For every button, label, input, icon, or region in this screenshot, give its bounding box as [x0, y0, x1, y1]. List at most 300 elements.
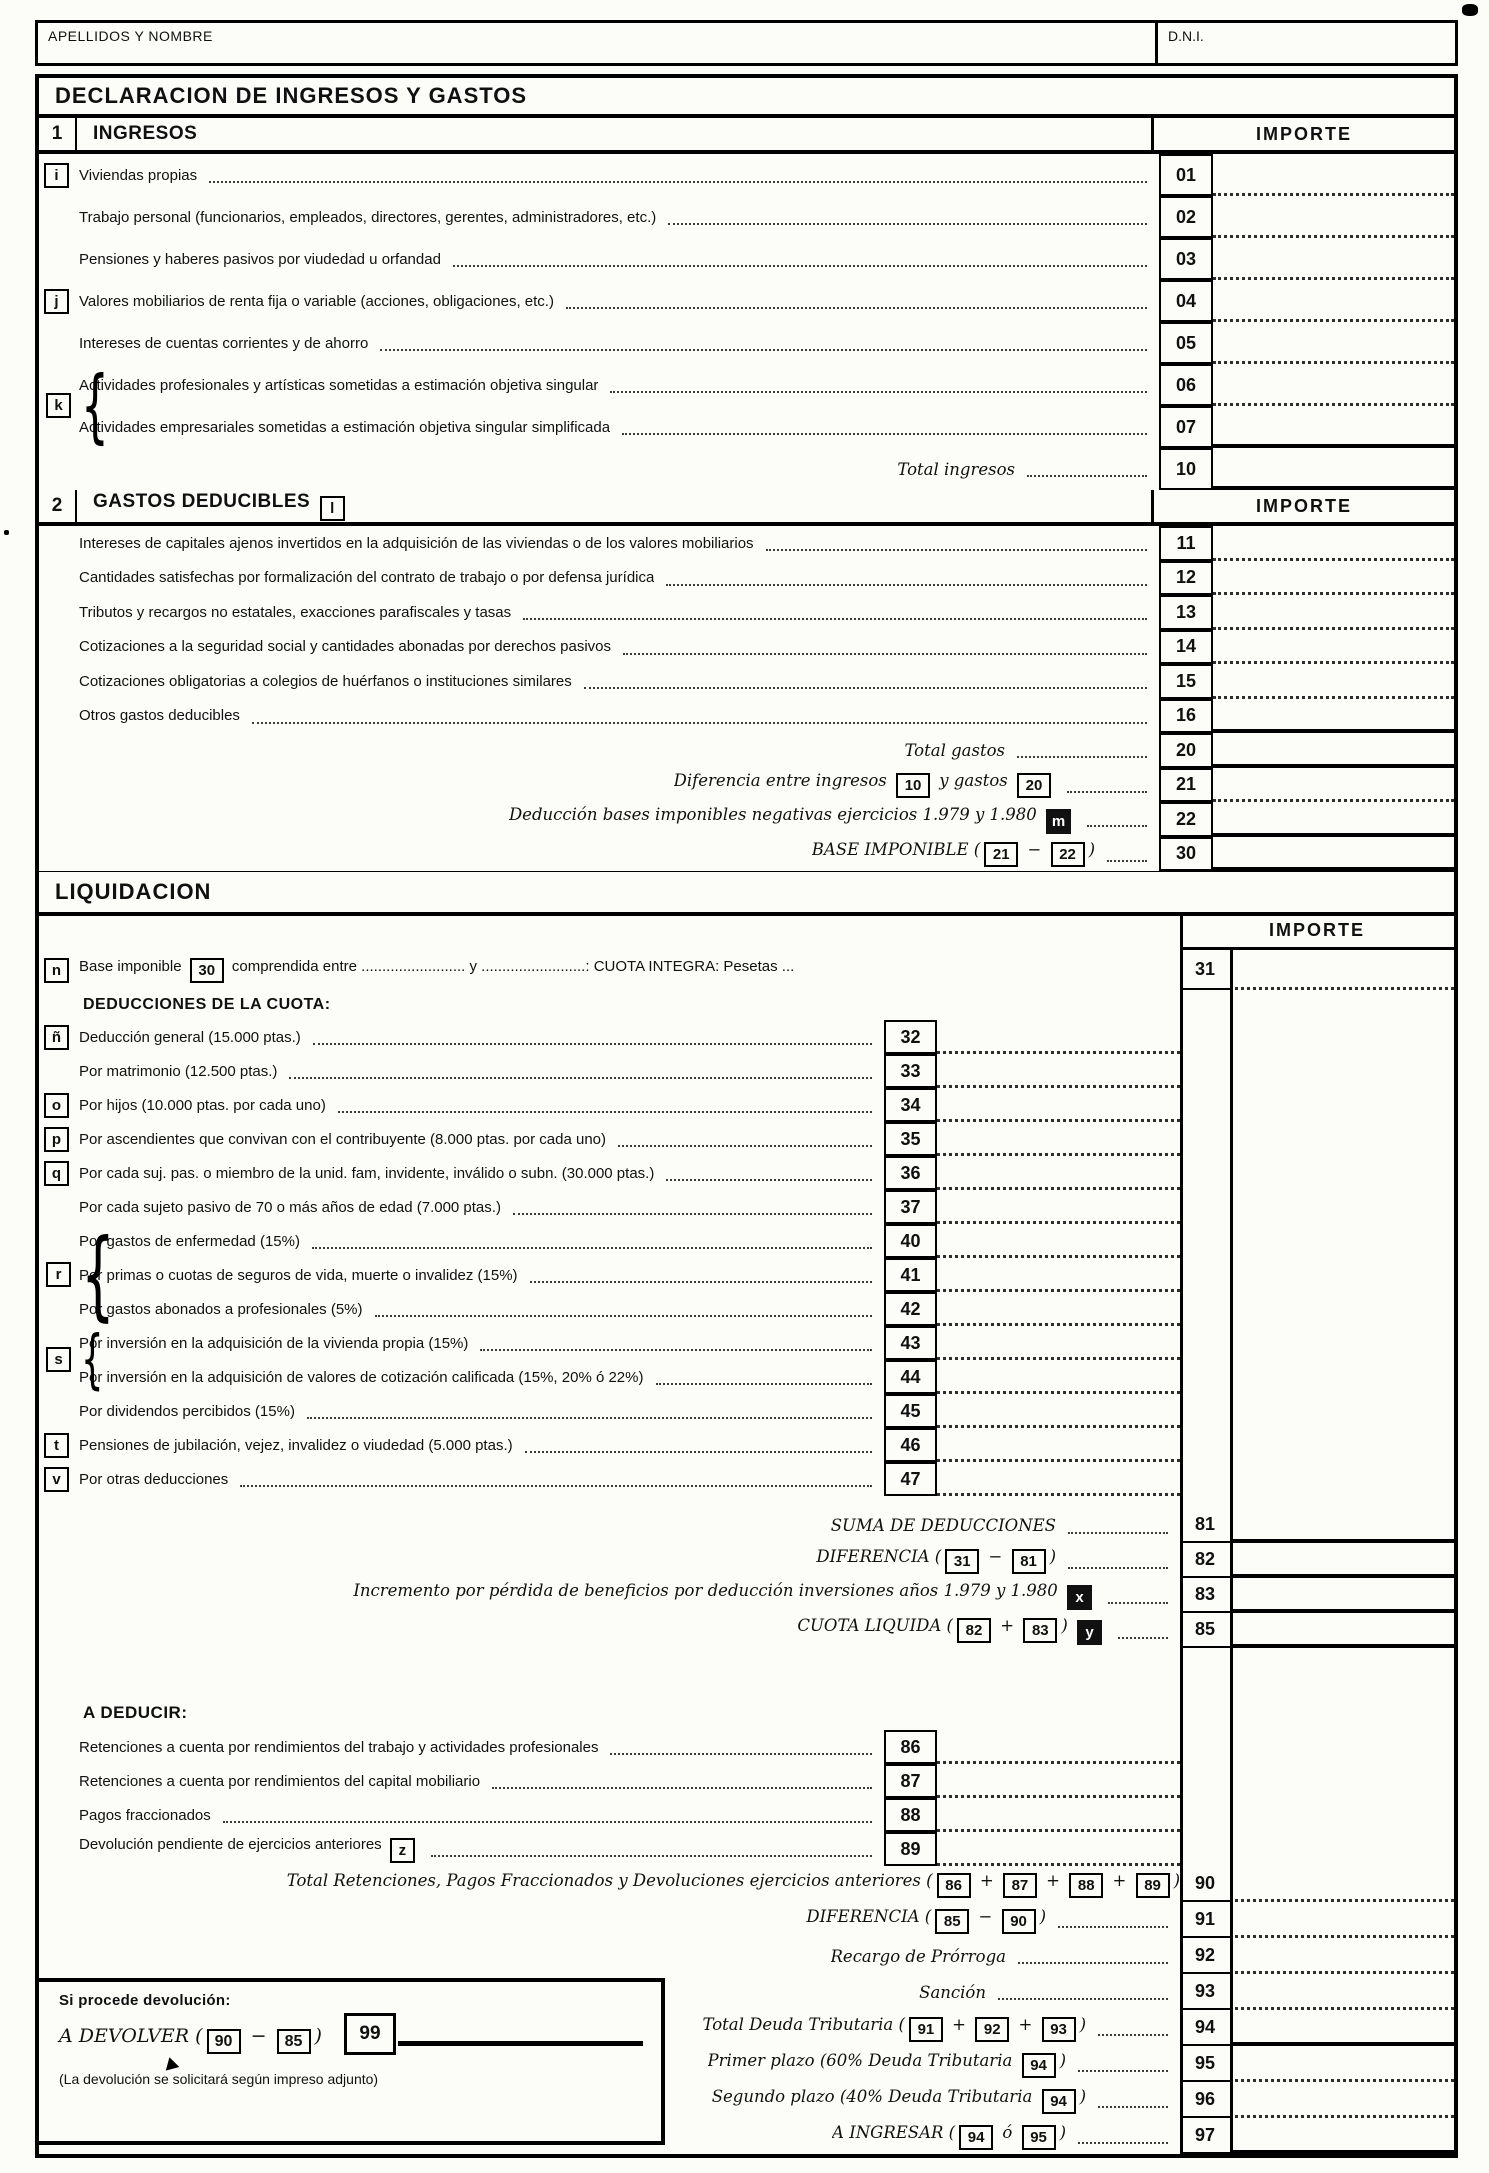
leader-dots	[566, 307, 1147, 309]
code-box-31: 31	[1180, 950, 1230, 990]
row-label-12: Cantidades satisfechas por formalización del contrato de trabajo o por defensa jurídica	[79, 569, 655, 587]
importe-field-93[interactable]	[1230, 1974, 1454, 2010]
row-letter-cell	[39, 1161, 79, 1186]
code-box-83: 83	[1180, 1578, 1230, 1613]
code-column-line	[1230, 950, 1233, 2154]
row-label-wrap	[79, 1437, 884, 1454]
row-label-88: Pagos fraccionados	[79, 1806, 211, 1824]
section2-importe-header: IMPORTE	[1151, 490, 1454, 522]
liquidacion-body	[39, 916, 1454, 2154]
form-row-07	[39, 406, 1454, 448]
importe-field-02[interactable]	[1213, 196, 1454, 238]
section1-title: INGRESOS	[93, 123, 198, 144]
importe-field-44[interactable]	[937, 1360, 1180, 1394]
importe-field-20[interactable]	[1213, 733, 1454, 768]
row-label-wrap	[79, 335, 1159, 352]
a-deducir-header: A DEDUCIR:	[83, 1703, 188, 1722]
leader-dots	[513, 1213, 872, 1215]
leader-dots	[480, 1349, 872, 1351]
leader-dots	[431, 1855, 872, 1857]
row-label-wrap	[79, 535, 1159, 552]
leader-dots	[380, 349, 1147, 351]
ref-box-x: x	[1067, 1585, 1092, 1610]
letter-box-v: v	[44, 1467, 69, 1492]
code-box-94: 94	[1180, 2010, 1230, 2046]
brace-s: {	[81, 1322, 104, 1397]
code-box-36: 36	[884, 1156, 937, 1190]
row-label-16: Otros gastos deducibles	[79, 707, 240, 725]
row-label-13: Tributos y recargos no estatales, exacciones parafiscales y tasas	[79, 603, 512, 621]
row-label-85: CUOTA LIQUIDA ( 82 + 83 ) y	[797, 1616, 1106, 1645]
section1-importe-header: IMPORTE	[1151, 118, 1454, 150]
ref-box-85: 85	[935, 1909, 969, 1934]
importe-field-03[interactable]	[1213, 238, 1454, 280]
leader-dots	[1078, 2142, 1168, 2144]
importe-field-90[interactable]	[1230, 1866, 1454, 1902]
importe-field-40[interactable]	[937, 1224, 1180, 1258]
leader-dots	[240, 1485, 872, 1487]
apellidos-nombre-label: APELLIDOS Y NOMBRE	[48, 28, 213, 44]
importe-field-32[interactable]	[937, 1020, 1180, 1054]
row-label-06: Actividades profesionales y artísticas sometidas a estimación objetiva singular	[79, 376, 599, 394]
row-label-30: BASE IMPONIBLE ( 21 − 22 )	[812, 840, 1095, 867]
importe-field-89[interactable]	[937, 1832, 1180, 1866]
row-label-35: Por ascendientes que convivan con el contribuyente (8.000 ptas. por cada uno)	[79, 1130, 607, 1148]
row-label-41: Por primas o cuotas de seguros de vida, muerte o invalidez (15%)	[79, 1266, 518, 1284]
form-row-87	[39, 1764, 1454, 1798]
code-box-12: 12	[1159, 561, 1213, 596]
form-row-32	[39, 1020, 1454, 1054]
form-row-22	[39, 802, 1454, 837]
row-label-07: Actividades empresariales sometidas a estimación objetiva singular simplificada	[79, 418, 611, 436]
leader-dots	[338, 1111, 872, 1113]
leader-dots	[223, 1821, 872, 1823]
row-label-04: Valores mobiliarios de renta fija o variable (acciones, obligaciones, etc.)	[79, 292, 554, 310]
importe-field-35[interactable]	[937, 1122, 1180, 1156]
leader-dots	[1107, 860, 1147, 862]
importe-field-42[interactable]	[937, 1292, 1180, 1326]
ref-box-94: 94	[1022, 2053, 1056, 2078]
row-label-wrap	[79, 1267, 884, 1284]
row-label-wrap	[39, 1947, 1180, 1966]
row-label-47: Por otras deducciones	[79, 1470, 229, 1488]
row-letter-cell	[39, 1127, 79, 1152]
form-row-85	[39, 1613, 1454, 1648]
ref-box-92: 92	[975, 2017, 1009, 2042]
code-box-37: 37	[884, 1190, 937, 1224]
row-label-wrap	[79, 1029, 884, 1046]
section2-number: 2	[39, 490, 77, 522]
row-label-wrap	[79, 419, 1159, 436]
dni-label: D.N.I.	[1168, 28, 1204, 44]
code-box-16: 16	[1159, 699, 1213, 734]
declaration-form	[35, 20, 1458, 2158]
row-label-wrap	[39, 1907, 1180, 1934]
row-label-92: Recargo de Prórroga	[830, 1946, 1006, 1966]
leader-dots	[1068, 1567, 1168, 1569]
row-label-wrap	[79, 771, 1159, 798]
form-row-82	[39, 1543, 1454, 1578]
importe-field-14[interactable]	[1213, 630, 1454, 665]
row-label-wrap	[79, 805, 1159, 834]
letter-box-i: i	[44, 163, 69, 188]
row-label-wrap	[79, 1131, 884, 1148]
ref-box-l: l	[320, 496, 345, 521]
row-label-31: Base imponible 30 comprendida entre ......................... y .........................: CUOTA INTEGRA: Pesetas ...	[79, 958, 794, 983]
importe-field-31[interactable]	[1230, 950, 1454, 990]
importe-field-36[interactable]	[937, 1156, 1180, 1190]
leader-dots	[252, 722, 1147, 724]
row-label-wrap	[39, 1547, 1180, 1574]
ref-box-20: 20	[1017, 773, 1051, 798]
form-body	[35, 74, 1458, 2158]
code-box-44: 44	[884, 1360, 937, 1394]
importe-field-97[interactable]	[1230, 2118, 1454, 2154]
importe-field-10[interactable]	[1213, 448, 1454, 490]
row-label-wrap	[79, 1807, 884, 1824]
devolucion-note: (La devolución se solicitará según impreso adjunto)	[59, 2071, 379, 2087]
ingresos-rows	[39, 154, 1454, 490]
code-box-47: 47	[884, 1462, 937, 1496]
leader-dots	[1078, 2070, 1168, 2072]
leader-dots	[375, 1315, 872, 1317]
ref-box-93: 93	[1042, 2017, 1076, 2042]
row-label-02: Trabajo personal (funcionarios, empleados, directores, gerentes, administradores, etc.)	[79, 208, 657, 226]
importe-field-34[interactable]	[937, 1088, 1180, 1122]
row-label-83: Incremento por pérdida de beneficios por deducción inversiones años 1.979 y 1.980 x	[353, 1581, 1096, 1610]
row-label-03: Pensiones y haberes pasivos por viudedad u orfandad	[79, 250, 441, 268]
code-box-96: 96	[1180, 2082, 1230, 2118]
row-label-87: Retenciones a cuenta por rendimientos del capital mobiliario	[79, 1772, 481, 1790]
code-box-87: 87	[884, 1764, 937, 1798]
code-box-82: 82	[1180, 1543, 1230, 1578]
code-box-92: 92	[1180, 1938, 1230, 1974]
scan-mark	[163, 2055, 180, 2070]
code-box-91: 91	[1180, 1902, 1230, 1938]
importe-field-22[interactable]	[1213, 802, 1454, 837]
ref-box-31: 31	[945, 1549, 979, 1574]
row-label-wrap	[79, 638, 1159, 655]
form-row-37	[39, 1190, 1454, 1224]
row-label-22: Deducción bases imponibles negativas ejercicios 1.979 y 1.980 m	[509, 805, 1075, 834]
importe-field-16[interactable]	[1213, 699, 1454, 734]
code-box-41: 41	[884, 1258, 937, 1292]
form-row-31	[39, 950, 1454, 990]
code-box-86: 86	[884, 1730, 937, 1764]
code-box-03: 03	[1159, 238, 1213, 280]
row-label-wrap	[79, 167, 1159, 184]
deducciones-cuota-header: DEDUCCIONES DE LA CUOTA:	[83, 996, 331, 1013]
section2-header	[39, 490, 1454, 526]
code-box-06: 06	[1159, 364, 1213, 406]
importe-field-83[interactable]	[1230, 1578, 1454, 1613]
ref-box-30: 30	[190, 958, 224, 983]
code-box-20: 20	[1159, 733, 1213, 768]
a-devolver-label: A DEVOLVER ( 90 − 85 )	[59, 2025, 322, 2054]
code-box-35: 35	[884, 1122, 937, 1156]
ref-box-y: y	[1077, 1620, 1102, 1645]
leader-dots	[622, 433, 1147, 435]
importe-field-86[interactable]	[937, 1730, 1180, 1764]
importe-field-41[interactable]	[937, 1258, 1180, 1292]
row-label-21: Diferencia entre ingresos 10 y gastos 20	[674, 771, 1055, 798]
form-row-06	[39, 364, 1454, 406]
code-box-46: 46	[884, 1428, 937, 1462]
importe-field-37[interactable]	[937, 1190, 1180, 1224]
importe-field-05[interactable]	[1213, 322, 1454, 364]
leader-dots	[313, 1043, 872, 1045]
row-label-wrap	[79, 377, 1159, 394]
letter-box-p: p	[44, 1127, 69, 1152]
code-box-45: 45	[884, 1394, 937, 1428]
importe-field-06[interactable]	[1213, 364, 1454, 406]
row-label-wrap	[79, 1403, 884, 1420]
form-row-15	[39, 664, 1454, 699]
row-label-81: SUMA DE DEDUCCIONES	[830, 1516, 1056, 1535]
row-label-43: Por inversión en la adquisición de la vivienda propia (15%)	[79, 1334, 469, 1352]
form-row-40	[39, 1224, 1454, 1258]
importe-field-47[interactable]	[937, 1462, 1180, 1496]
importe-field-33[interactable]	[937, 1054, 1180, 1088]
form-row-44	[39, 1360, 1454, 1394]
importe-field-45[interactable]	[937, 1394, 1180, 1428]
leader-dots	[1108, 1602, 1168, 1604]
form-row-83	[39, 1578, 1454, 1613]
row-label-91: DIFERENCIA ( 85 − 90 )	[806, 1907, 1046, 1934]
row-letter-cell	[39, 958, 79, 983]
form-row-30	[39, 837, 1454, 872]
section2-title: GASTOS DEDUCIBLES l	[77, 491, 1151, 521]
row-label-wrap	[79, 1233, 884, 1250]
importe-field-46[interactable]	[937, 1428, 1180, 1462]
code-box-95: 95	[1180, 2046, 1230, 2082]
retenciones-rows	[39, 1730, 1454, 1866]
leader-dots	[584, 687, 1147, 689]
row-letter-cell	[39, 1025, 79, 1050]
cuota-integra-row	[39, 950, 1454, 990]
row-label-wrap	[79, 1739, 884, 1756]
row-label-05: Intereses de cuentas corrientes y de ahorro	[79, 334, 369, 352]
importe-field-81[interactable]	[1230, 1508, 1454, 1543]
row-label-wrap	[79, 1063, 884, 1080]
row-label-wrap	[39, 1581, 1180, 1610]
row-label-wrap	[39, 1871, 1180, 1898]
code-box-99: 99	[344, 2013, 396, 2055]
ref-box-86: 86	[937, 1873, 971, 1898]
leader-dots	[1058, 1926, 1168, 1928]
ref-box-10: 10	[896, 773, 930, 798]
code-box-33: 33	[884, 1054, 937, 1088]
leader-dots	[618, 1145, 872, 1147]
importe-field-96[interactable]	[1230, 2082, 1454, 2118]
row-letter-cell	[39, 289, 79, 314]
code-box-15: 15	[1159, 664, 1213, 699]
importe-field-11[interactable]	[1213, 526, 1454, 561]
row-label-wrap	[79, 707, 1159, 724]
column-divider-line	[1180, 916, 1183, 2154]
importe-field-92[interactable]	[1230, 1938, 1454, 1974]
row-label-wrap	[79, 1471, 884, 1488]
row-label-wrap	[79, 1301, 884, 1318]
code-box-81: 81	[1180, 1508, 1230, 1543]
form-row-89	[39, 1832, 1454, 1866]
importe-field-12[interactable]	[1213, 561, 1454, 596]
letter-box-t: t	[44, 1433, 69, 1458]
row-label-wrap	[79, 1335, 884, 1352]
code-box-97: 97	[1180, 2118, 1230, 2154]
importe-field-94[interactable]	[1230, 2010, 1454, 2046]
letter-box-s: s	[46, 1347, 71, 1372]
leader-dots	[766, 549, 1147, 551]
ref-box-89: 89	[1136, 1873, 1170, 1898]
ref-box-94: 94	[959, 2125, 993, 2150]
row-letter-cell	[39, 1467, 79, 1492]
row-label-wrap	[79, 1097, 884, 1114]
importe-field-07[interactable]	[1213, 406, 1454, 448]
form-row-13	[39, 595, 1454, 630]
form-title: DECLARACION DE INGRESOS Y GASTOS	[55, 83, 528, 108]
leader-dots	[1118, 1637, 1168, 1639]
ref-box-83: 83	[1023, 1618, 1057, 1643]
row-label-wrap	[39, 1616, 1180, 1645]
leader-dots	[1098, 2034, 1168, 2036]
form-row-46	[39, 1428, 1454, 1462]
row-label-97: A INGRESAR ( 94 ó 95 )	[832, 2123, 1066, 2150]
code-box-05: 05	[1159, 322, 1213, 364]
ref-box-94: 94	[1042, 2089, 1076, 2114]
row-label-90: Total Retenciones, Pagos Fraccionados y Devoluciones ejercicios anteriores ( 86 + 87 + 88 + 89 )	[287, 1871, 1180, 1898]
code-box-89: 89	[884, 1832, 937, 1866]
brace-r: {	[81, 1218, 115, 1331]
form-title-bar	[39, 78, 1454, 118]
row-label-15: Cotizaciones obligatorias a colegios de huérfanos o instituciones similares	[79, 672, 572, 690]
row-label-94: Total Deuda Tributaria ( 91 + 92 + 93 )	[702, 2015, 1086, 2042]
apellidos-nombre-field[interactable]	[38, 23, 1155, 63]
row-label-wrap	[79, 1836, 884, 1863]
dni-field[interactable]	[1155, 23, 1455, 63]
letter-box-j: j	[44, 289, 69, 314]
row-label-93: Sanción	[919, 1982, 986, 2002]
devolucion-box	[35, 1978, 665, 2145]
form-row-88	[39, 1798, 1454, 1832]
form-row-81	[39, 1508, 1454, 1543]
importe-field-43[interactable]	[937, 1326, 1180, 1360]
row-label-wrap	[79, 741, 1159, 760]
importe-field-85[interactable]	[1230, 1613, 1454, 1648]
code-box-90: 90	[1180, 1866, 1230, 1902]
code-box-04: 04	[1159, 280, 1213, 322]
leader-dots	[209, 181, 1147, 183]
row-label-01: Viviendas propias	[79, 166, 198, 184]
form-row-91	[39, 1902, 1454, 1938]
form-row-16	[39, 699, 1454, 734]
letter-box-k: k	[46, 393, 71, 418]
form-row-03	[39, 238, 1454, 280]
row-label-wrap	[79, 569, 1159, 586]
row-label-wrap	[39, 1516, 1180, 1535]
importe-field-91[interactable]	[1230, 1902, 1454, 1938]
leader-dots	[312, 1247, 872, 1249]
importe-field-30[interactable]	[1213, 837, 1454, 872]
importe-field-88[interactable]	[937, 1798, 1180, 1832]
importe-field-01[interactable]	[1213, 154, 1454, 196]
form-row-11	[39, 526, 1454, 561]
liquidacion-title-bar	[39, 871, 1454, 916]
form-row-04	[39, 280, 1454, 322]
ref-box-90: 90	[1002, 1909, 1036, 1934]
ref-box-21: 21	[984, 842, 1018, 867]
row-label-89: Devolución pendiente de ejercicios anteriores z	[79, 1836, 419, 1863]
form-row-92	[39, 1938, 1454, 1974]
row-label-wrap	[79, 958, 1180, 983]
leader-dots	[1087, 825, 1147, 827]
row-label-95: Primer plazo (60% Deuda Tributaria 94 )	[708, 2051, 1067, 2078]
leader-dots	[668, 223, 1147, 225]
ref-box-22: 22	[1051, 842, 1085, 867]
leader-dots	[1098, 2106, 1168, 2108]
leader-dots	[610, 391, 1147, 393]
liquidacion-title: LIQUIDACION	[55, 879, 212, 904]
row-label-wrap	[79, 1369, 884, 1386]
leader-dots	[1017, 756, 1147, 758]
row-label-33: Por matrimonio (12.500 ptas.)	[79, 1062, 278, 1080]
importe-field-15[interactable]	[1213, 664, 1454, 699]
scan-artifact	[4, 530, 9, 535]
liquidacion-importe-label: IMPORTE	[1268, 920, 1365, 940]
row-label-wrap	[79, 460, 1159, 479]
leader-dots	[453, 265, 1147, 267]
ref-box-95: 95	[1022, 2125, 1056, 2150]
importe-field-87[interactable]	[937, 1764, 1180, 1798]
form-row-02	[39, 196, 1454, 238]
a-devolver-amount-field[interactable]	[398, 2041, 643, 2046]
row-letter-cell	[39, 1093, 79, 1118]
code-box-40: 40	[884, 1224, 937, 1258]
form-row-21	[39, 768, 1454, 803]
form-row-47	[39, 1462, 1454, 1496]
importe-field-95[interactable]	[1230, 2046, 1454, 2082]
leader-dots	[492, 1787, 872, 1789]
code-box-43: 43	[884, 1326, 937, 1360]
row-label-40: Por gastos de enfermedad (15%)	[79, 1232, 300, 1250]
leader-dots	[1027, 475, 1147, 477]
leader-dots	[525, 1451, 872, 1453]
leader-dots	[1018, 1962, 1168, 1964]
importe-field-21[interactable]	[1213, 768, 1454, 803]
importe-field-82[interactable]	[1230, 1543, 1454, 1578]
code-box-88: 88	[884, 1798, 937, 1832]
ref-box-85: 85	[277, 2029, 311, 2054]
leader-dots	[623, 653, 1147, 655]
row-label-36: Por cada suj. pas. o miembro de la unid. fam, invidente, inválido o subn. (30.000 ptas.)	[79, 1164, 655, 1182]
row-label-32: Deducción general (15.000 ptas.)	[79, 1028, 301, 1046]
importe-field-13[interactable]	[1213, 595, 1454, 630]
suma-deducciones-rows	[39, 1508, 1454, 1648]
devolucion-condition-label: Si procede devolución:	[59, 1992, 231, 2009]
leader-dots	[998, 1998, 1168, 2000]
row-label-10: Total ingresos	[897, 459, 1015, 479]
section1-header	[39, 118, 1454, 154]
form-row-10	[39, 448, 1454, 490]
row-label-45: Por dividendos percibidos (15%)	[79, 1402, 295, 1420]
ref-box-87: 87	[1003, 1873, 1037, 1898]
row-label-14: Cotizaciones a la seguridad social y cantidades abonadas por derechos pasivos	[79, 638, 611, 656]
row-label-wrap	[79, 293, 1159, 310]
row-label-37: Por cada sujeto pasivo de 70 o más años de edad (7.000 ptas.)	[79, 1198, 501, 1216]
ref-box-88: 88	[1069, 1873, 1103, 1898]
importe-field-04[interactable]	[1213, 280, 1454, 322]
letter-box-r: r	[46, 1262, 71, 1287]
